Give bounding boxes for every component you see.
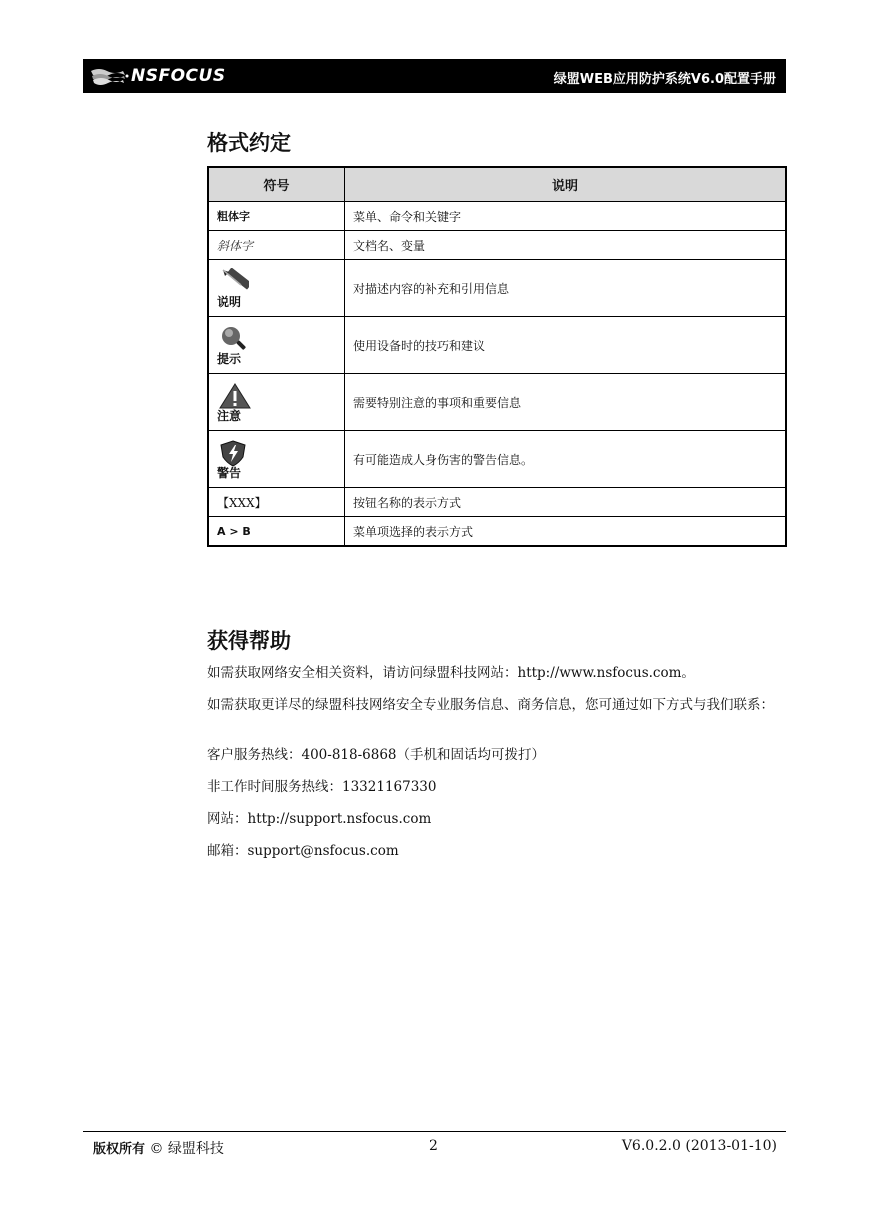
copyright-symbol: © [149,1141,164,1157]
button-notation-sample: 【XXX】 [208,488,345,517]
nsfocus-logo [89,65,259,87]
row-description: 菜单、命令和关键字 [345,202,787,231]
format-section-title: 格式约定 [207,131,291,155]
table-row [208,202,786,231]
magnifier-icon [219,325,249,353]
footer-copyright [93,1138,224,1158]
menu-notation-sample: A > B [217,525,251,538]
table-row [208,488,786,517]
pencil-icon [219,268,249,296]
help-support-website: 网站：http://support.nsfocus.com [207,811,432,827]
column-header-description: 说明 [345,167,787,202]
help-paragraph-contact: 如需获取更详尽的绿盟科技网络安全专业服务信息、商务信息，您可通过如下方式与我们联系： [207,697,774,713]
help-hotline: 客户服务热线：400-818-6868（手机和固话均可拨打） [207,747,546,763]
row-description: 菜单项选择的表示方式 [345,517,787,547]
table-row [208,374,786,431]
logo-text: NSFOCUS [131,66,226,86]
table-row [208,517,786,547]
row-description: 需要特别注意的事项和重要信息 [345,374,787,431]
help-after-hours-hotline: 非工作时间服务热线：13321167330 [207,779,437,795]
table-row [208,260,786,317]
manual-title: 绿盟WEB应用防护系统V6.0配置手册 [553,72,776,87]
row-description: 有可能造成人身伤害的警告信息。 [345,431,787,488]
help-paragraph-website: 如需获取网络安全相关资料，请访问绿盟科技网站：http://www.nsfocus.com。 [207,665,695,681]
row-description: 文档名、变量 [345,231,787,260]
help-email: 邮箱：support@nsfocus.com [207,843,399,859]
company-name: 绿盟科技 [167,1141,224,1157]
shield-lightning-icon [219,439,249,467]
tip-label: 提示 [217,351,242,366]
note-label: 说明 [217,294,242,309]
warning-label: 警告 [217,465,242,480]
table-row [208,231,786,260]
page-number: 2 [429,1138,438,1154]
table-row [208,317,786,374]
bold-text-sample: 粗体字 [217,210,250,223]
document-version: V6.0.2.0 (2013-01-10) [621,1138,777,1154]
italic-text-sample: 斜体字 [217,238,254,253]
format-convention-table [207,166,787,547]
page-header [83,59,786,93]
table-header-row [208,167,786,202]
caution-label: 注意 [217,408,242,423]
table-row [208,431,786,488]
warning-triangle-icon [219,382,253,410]
row-description: 按钮名称的表示方式 [345,488,787,517]
copyright-label: 版权所有 [93,1142,146,1157]
row-description: 对描述内容的补充和引用信息 [345,260,787,317]
column-header-symbol: 符号 [208,167,345,202]
row-description: 使用设备时的技巧和建议 [345,317,787,374]
help-section-title: 获得帮助 [207,629,291,653]
footer-divider [83,1131,786,1132]
flag-wing-icon [89,65,129,87]
